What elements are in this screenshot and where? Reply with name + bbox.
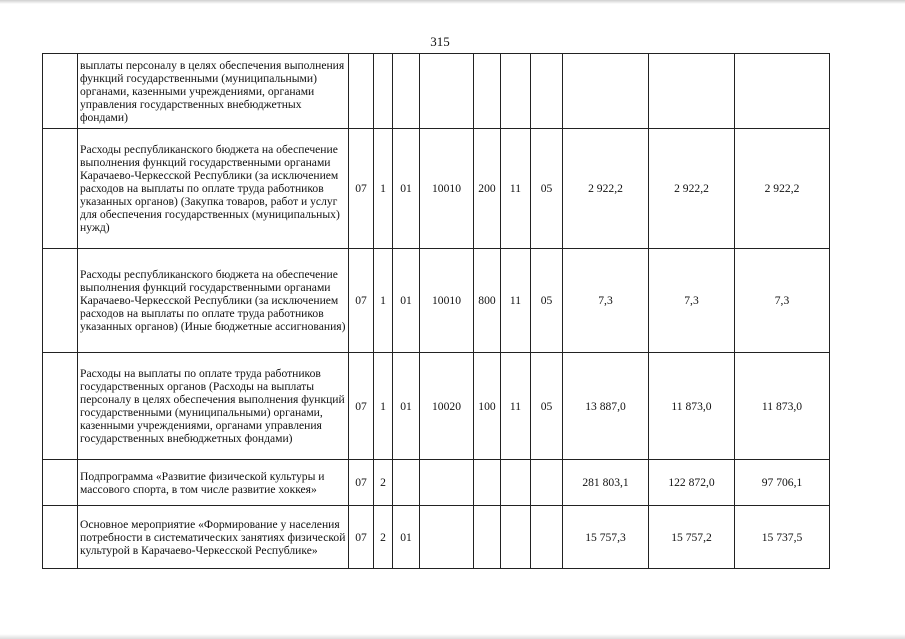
- code-cell-c5: [474, 460, 501, 506]
- code-cell-c3: 01: [393, 129, 420, 249]
- code-cell-c7: 05: [531, 353, 563, 460]
- amount-cell-a2: 15 757,2: [649, 506, 735, 569]
- code-cell-c2: 1: [374, 129, 393, 249]
- amount-cell-a1: 15 757,3: [563, 506, 649, 569]
- table-row: [43, 460, 830, 506]
- amount-cell-a2: 2 922,2: [649, 129, 735, 249]
- expense-name-cell: Расходы республиканского бюджета на обеспечение выполнения функций государственными органами Карачаево-Черкесской Республики (за исключением расходов на выплаты по оплате труда работников указанных органов) (Иные бюджетные ассигнования): [78, 249, 349, 353]
- code-cell-c5: [474, 506, 501, 569]
- code-cell-c2: [374, 54, 393, 129]
- amount-cell-a1: 7,3: [563, 249, 649, 353]
- code-cell-c4: 10010: [420, 129, 474, 249]
- code-cell-c6: [501, 506, 531, 569]
- code-cell-c7: 05: [531, 249, 563, 353]
- expense-name-cell: Основное мероприятие «Формирование у населения потребности в систематических занятиях физической культурой в Карачаево-Черкесской Республике»: [78, 506, 349, 569]
- code-cell-c2: 2: [374, 506, 393, 569]
- amount-cell-a2: 122 872,0: [649, 460, 735, 506]
- row-margin-cell: [43, 129, 78, 249]
- code-cell-c7: [531, 460, 563, 506]
- code-cell-c2: 2: [374, 460, 393, 506]
- table-row: [43, 506, 830, 569]
- row-margin-cell: [43, 506, 78, 569]
- table-row: [43, 249, 830, 353]
- code-cell-c6: [501, 460, 531, 506]
- code-cell-c4: [420, 460, 474, 506]
- amount-cell-a2: 11 873,0: [649, 353, 735, 460]
- code-cell-c3: 01: [393, 506, 420, 569]
- code-cell-c1: 07: [349, 129, 374, 249]
- code-cell-c1: 07: [349, 460, 374, 506]
- code-cell-c3: 01: [393, 249, 420, 353]
- code-cell-c4: [420, 54, 474, 129]
- amount-cell-a3: 7,3: [735, 249, 830, 353]
- code-cell-c5: 100: [474, 353, 501, 460]
- code-cell-c4: [420, 506, 474, 569]
- code-cell-c4: 10010: [420, 249, 474, 353]
- expense-name-cell: Подпрограмма «Развитие физической культуры и массового спорта, в том числе развитие хоккея»: [78, 460, 349, 506]
- amount-cell-a3: 97 706,1: [735, 460, 830, 506]
- code-cell-c6: 11: [501, 353, 531, 460]
- amount-cell-a3: 11 873,0: [735, 353, 830, 460]
- code-cell-c6: [501, 54, 531, 129]
- code-cell-c7: [531, 506, 563, 569]
- amount-cell-a3: 2 922,2: [735, 129, 830, 249]
- code-cell-c2: 1: [374, 353, 393, 460]
- row-margin-cell: [43, 460, 78, 506]
- amount-cell-a2: 7,3: [649, 249, 735, 353]
- amount-cell-a1: 281 803,1: [563, 460, 649, 506]
- table-row: [43, 353, 830, 460]
- table-row: [43, 129, 830, 249]
- page-number: 315: [430, 34, 450, 49]
- code-cell-c4: 10020: [420, 353, 474, 460]
- amount-cell-a1: 2 922,2: [563, 129, 649, 249]
- row-margin-cell: [43, 249, 78, 353]
- code-cell-c5: [474, 54, 501, 129]
- code-cell-c6: 11: [501, 249, 531, 353]
- code-cell-c7: 05: [531, 129, 563, 249]
- scan-edge-bottom: [0, 634, 905, 639]
- code-cell-c1: 07: [349, 506, 374, 569]
- code-cell-c5: 800: [474, 249, 501, 353]
- code-cell-c5: 200: [474, 129, 501, 249]
- amount-cell-a1: 13 887,0: [563, 353, 649, 460]
- amount-cell-a1: [563, 54, 649, 129]
- budget-table: [42, 53, 830, 569]
- code-cell-c1: 07: [349, 249, 374, 353]
- code-cell-c1: 07: [349, 353, 374, 460]
- expense-name-cell: Расходы республиканского бюджета на обеспечение выполнения функций государственными органами Карачаево-Черкесской Республики (за исключением расходов на выплаты по оплате труда работников указанных органов) (Закупка товаров, работ и услуг для обеспечения государственных (муниципальных) нужд): [78, 129, 349, 249]
- amount-cell-a3: 15 737,5: [735, 506, 830, 569]
- code-cell-c7: [531, 54, 563, 129]
- expense-name-cell: Расходы на выплаты по оплате труда работников государственных органов (Расходы на выплаты персоналу в целях обеспечения выполнения функций государственными (муниципальными) органами, казенными учреждениями, органами управления государственных внебюджетных фондами): [78, 353, 349, 460]
- code-cell-c3: [393, 460, 420, 506]
- row-margin-cell: [43, 353, 78, 460]
- code-cell-c2: 1: [374, 249, 393, 353]
- code-cell-c3: [393, 54, 420, 129]
- amount-cell-a2: [649, 54, 735, 129]
- amount-cell-a3: [735, 54, 830, 129]
- code-cell-c3: 01: [393, 353, 420, 460]
- code-cell-c6: 11: [501, 129, 531, 249]
- code-cell-c1: [349, 54, 374, 129]
- scan-edge-top: [0, 0, 905, 4]
- row-margin-cell: [43, 54, 78, 129]
- table-row: [43, 54, 830, 129]
- expense-name-cell: выплаты персоналу в целях обеспечения выполнения функций государственными (муниципальными) органами, казенными учреждениями, органами управления государственных внебюджетных фондами): [78, 54, 349, 129]
